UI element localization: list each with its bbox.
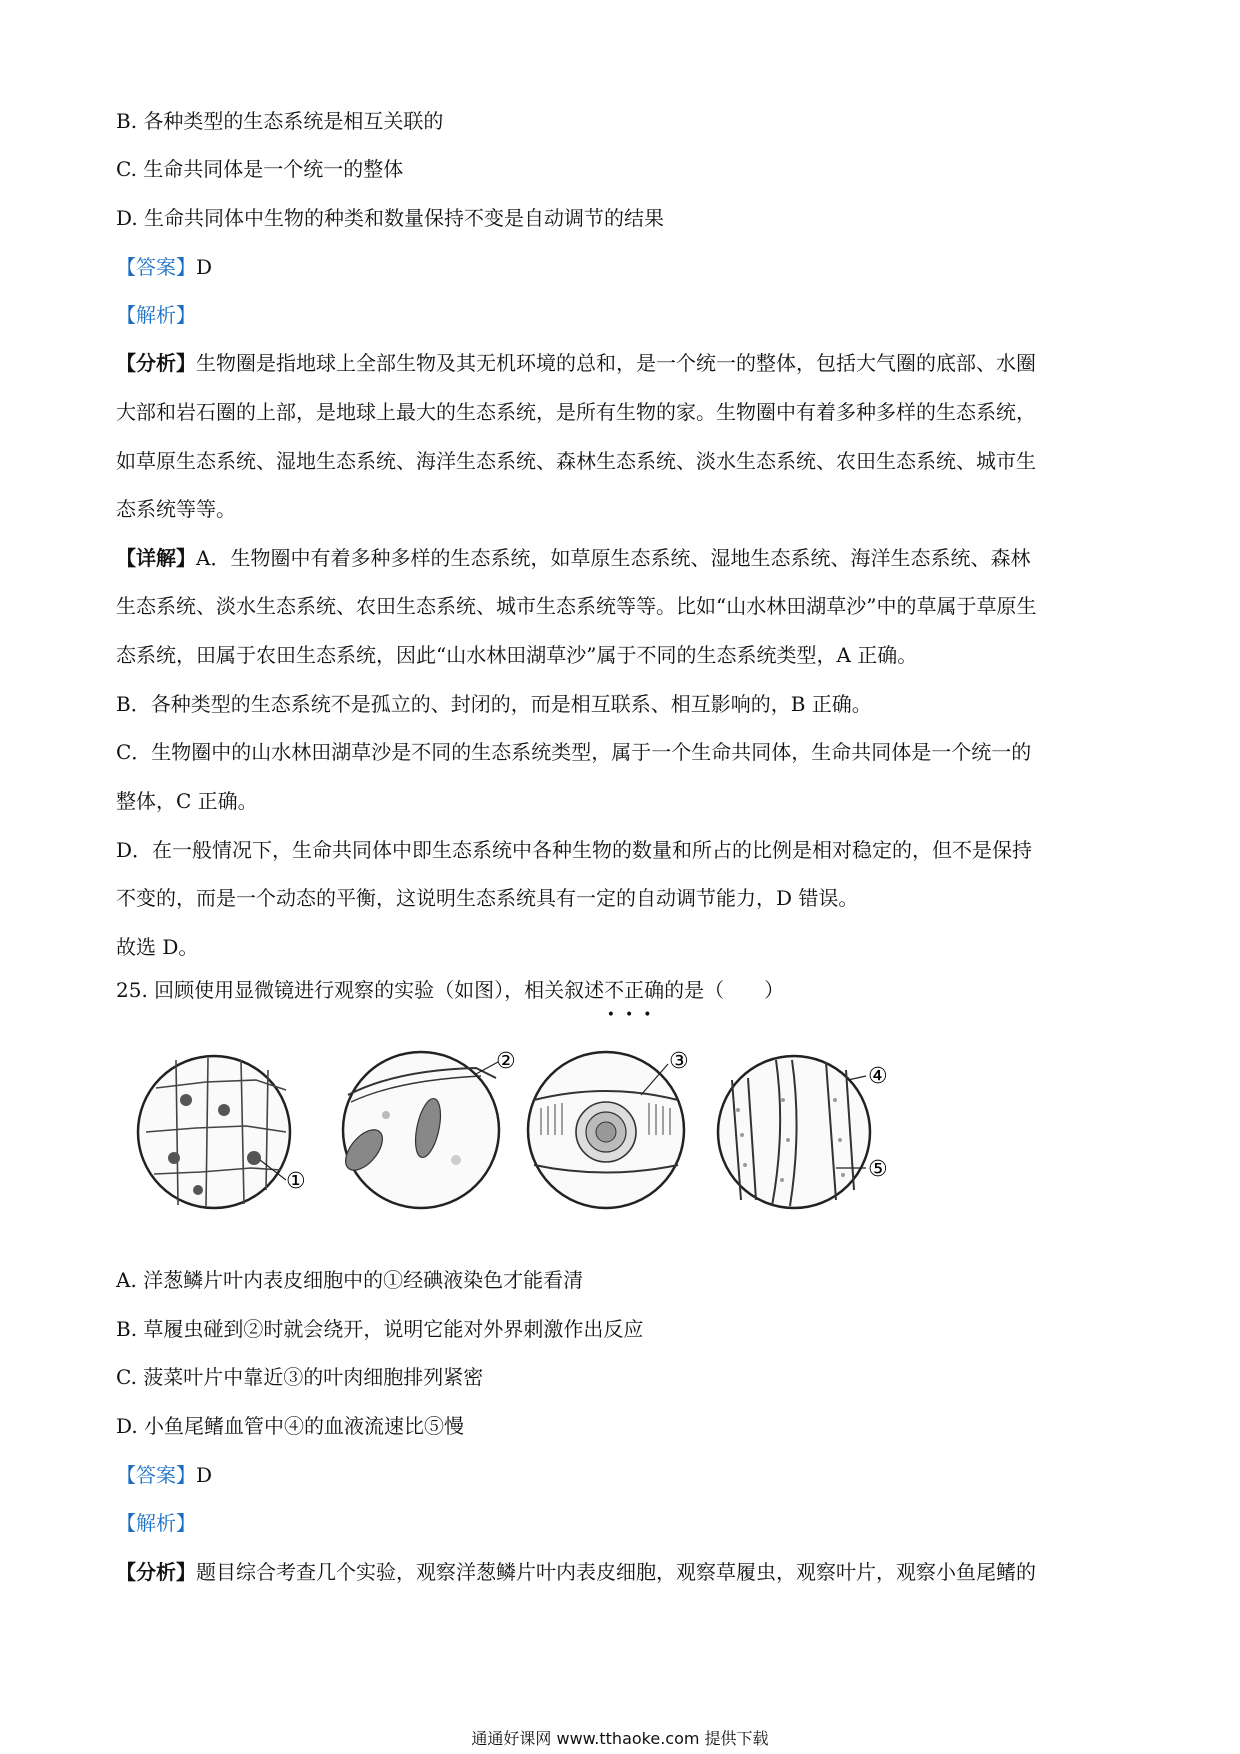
- question-25-option-b: B. 草履虫碰到②时就会绕开，说明它能对外界刺激作出反应: [116, 1317, 644, 1341]
- onion-epidermis-view: [138, 1056, 290, 1208]
- fenxi-2-text: 题目综合考查几个实验，观察洋葱鳞片叶内表皮细胞，观察草履虫，观察叶片，观察小鱼尾鳍的: [196, 1560, 1036, 1584]
- option-d: D. 生命共同体中生物的种类和数量保持不变是自动调节的结果: [116, 206, 665, 230]
- question-25-option-a: A. 洋葱鳞片叶内表皮细胞中的①经碘液染色才能看清: [116, 1268, 584, 1292]
- answer-tag-2: 【答案】: [116, 1463, 196, 1487]
- paramecium-view: [339, 1052, 499, 1208]
- question-25-post: 的是（ ）: [664, 978, 785, 1002]
- fenxi-1-line-4: 态系统等等。: [116, 497, 236, 521]
- xiangjie-d-line-1: D．在一般情况下，生命共同体中即生态系统中各种生物的数量和所占的比例是相对稳定的，但不是保持: [116, 838, 1033, 862]
- fish-tail-view: [718, 1056, 870, 1208]
- question-25-option-c: C. 菠菜叶片中靠近③的叶肉细胞排列紧密: [116, 1365, 484, 1389]
- fenxi-1-text: 生物圈是指地球上全部生物及其无机环境的总和，是一个统一的整体，包括大气圈的底部、水圈: [196, 351, 1036, 375]
- answer-value: D: [196, 255, 213, 279]
- label-1: ①: [286, 1169, 306, 1194]
- xiangjie-a-text: A．生物圈中有着多种多样的生态系统，如草原生态系统、湿地生态系统、海洋生态系统、森林: [196, 546, 1031, 570]
- xiangjie-tag: 【详解】: [116, 546, 196, 570]
- answer-line-2: [116, 1460, 212, 1490]
- xiangjie-a-line-3: 态系统，田属于农田生态系统，因此“山水林田湖草沙”属于不同的生态系统类型，A 正确。: [116, 643, 918, 667]
- answer-line-1: [116, 252, 212, 282]
- label-4: ④: [868, 1064, 888, 1089]
- question-25-option-d: D. 小鱼尾鳍血管中④的血液流速比⑤慢: [116, 1414, 465, 1438]
- microscope-figure: [136, 1040, 956, 1220]
- fenxi-1-line-1: [116, 348, 1036, 378]
- xiangjie-c-line-2: 整体，C 正确。: [116, 789, 258, 813]
- xiangjie-a-line-2: 生态系统、淡水生态系统、农田生态系统、城市生态系统等等。比如“山水林田湖草沙”中的草属于草原生: [116, 594, 1037, 618]
- fenxi-1-line-2: 大部和岩石圈的上部，是地球上最大的生态系统，是所有生物的家。生物圈中有着多种多样的生态系统，: [116, 400, 1036, 424]
- question-25-emphasis: 不正确 •••: [604, 978, 665, 1023]
- fenxi-2: [116, 1557, 1036, 1587]
- conclusion: 故选 D。: [116, 935, 199, 959]
- xiangjie-a-line-1: [116, 543, 1030, 573]
- xiangjie-c-line-1: C．生物圈中的山水林田湖草沙是不同的生态系统类型，属于一个生命共同体，生命共同体是一个统一的: [116, 740, 1032, 764]
- label-3: ③: [669, 1049, 689, 1074]
- question-25: [116, 975, 785, 1023]
- fenxi-1-line-3: 如草原生态系统、湿地生态系统、海洋生态系统、森林生态系统、淡水生态系统、农田生态系统、城市生: [116, 449, 1036, 473]
- answer-tag: 【答案】: [116, 255, 196, 279]
- option-b: B. 各种类型的生态系统是相互关联的: [116, 109, 444, 133]
- answer-value-2: D: [196, 1463, 213, 1487]
- xiangjie-d-line-2: 不变的，而是一个动态的平衡，这说明生态系统具有一定的自动调节能力，D 错误。: [116, 886, 859, 910]
- analysis-tag-1: 【解析】: [116, 303, 196, 327]
- label-2: ②: [496, 1049, 516, 1074]
- fenxi-tag: 【分析】: [116, 351, 196, 375]
- option-c: C. 生命共同体是一个统一的整体: [116, 157, 404, 181]
- question-25-pre: 25. 回顾使用显微镜进行观察的实验（如图），相关叙述: [116, 978, 605, 1002]
- label-5: ⑤: [868, 1157, 888, 1182]
- leaf-section-view: [528, 1052, 684, 1208]
- xiangjie-b: B．各种类型的生态系统不是孤立的、封闭的，而是相互联系、相互影响的，B 正确。: [116, 692, 872, 716]
- analysis-tag-2: 【解析】: [116, 1511, 196, 1535]
- page-footer: 通通好课网 www.tthaoke.com 提供下载: [471, 1729, 769, 1748]
- fenxi-tag-2: 【分析】: [116, 1560, 196, 1584]
